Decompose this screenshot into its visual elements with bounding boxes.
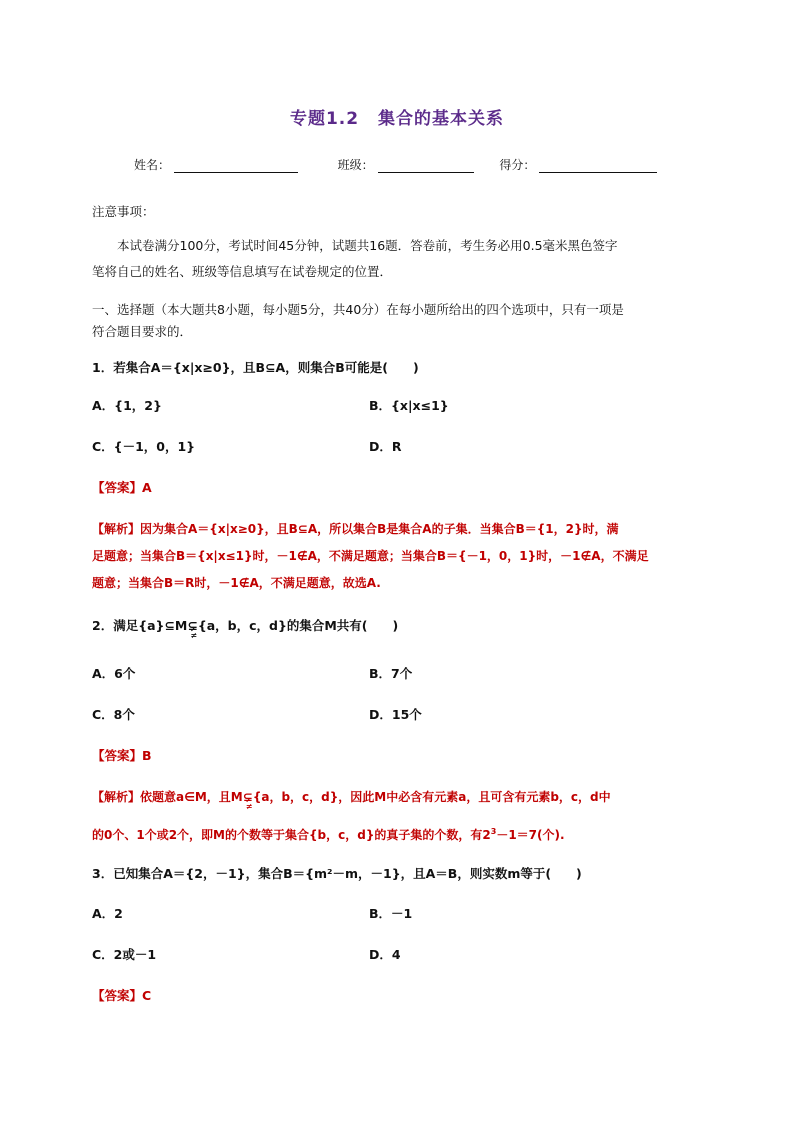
ne-mark-2: ≠ [245, 802, 253, 811]
q1-answer: 【答案】A [92, 480, 152, 495]
q2-stem-part-1: 2．满足{a}⊆M [92, 618, 188, 633]
proper-subset-symbol-2 [243, 785, 253, 809]
q2-analysis-part-4: －1＝7(个). [496, 828, 565, 842]
notice-line-1: 本试卷满分100分，考试时间45分钟，试题共16题．答卷前，考生务必用0.5毫米黑色签字 [117, 238, 618, 253]
proper-subset-symbol [187, 614, 197, 638]
q3-option-c: C．2或－1 [92, 947, 157, 962]
class-field [338, 156, 474, 173]
score-label: 得分： [499, 158, 536, 172]
q3-stem: 3．已知集合A＝{2，－1}，集合B＝{m²－m，－1}，且A＝B，则实数m等于( ) [92, 866, 582, 881]
q1-stem: 1．若集合A＝{x|x≥0}，且B⊆A，则集合B可能是( ) [92, 360, 419, 375]
section-line-2: 符合题目要求的． [92, 324, 193, 339]
q3-option-b: B．－1 [369, 906, 413, 921]
q3-answer: 【答案】C [92, 988, 152, 1003]
q2-option-d: D．15个 [369, 707, 422, 722]
q2-analysis-part-3: 的0个、1个或2个，即M的个数等于集合{b，c，d}的真子集的个数，有2 [92, 828, 491, 842]
q2-analysis-part-1: 【解析】依题意a∈M，且M [92, 790, 243, 804]
notice-line-2: 笔将自己的姓名、班级等信息填写在试卷规定的位置． [92, 264, 393, 279]
q3-option-a: A．2 [92, 906, 123, 921]
q2-answer: 【答案】B [92, 748, 152, 763]
score-field [499, 156, 657, 173]
class-label: 班级： [337, 158, 374, 172]
q2-option-c: C．8个 [92, 707, 135, 722]
page-title [0, 104, 794, 129]
score-blank[interactable] [539, 160, 657, 173]
q2-analysis-line-1 [92, 785, 704, 809]
q2-analysis-line-2 [92, 820, 704, 847]
q2-analysis-part-2: {a，b，c，d}，因此M中必含有元素a，且可含有元素b，c，d中 [252, 790, 611, 804]
q1-option-d: D．R [369, 439, 402, 454]
title-prefix: 专题1.2 [289, 109, 360, 129]
q2-stem [92, 614, 704, 638]
q1-analysis-line-2: 足题意；当集合B＝{x|x≤1}时，－1∉A，不满足题意；当集合B＝{－1，0，1}时，－1∉A，不满足 [92, 549, 649, 563]
notice-heading: 注意事项： [92, 204, 155, 219]
q3-option-d: D．4 [369, 947, 401, 962]
q1-analysis-line-3: 题意；当集合B＝R时，－1∉A，不满足题意，故选A. [92, 576, 381, 590]
student-info-row [134, 156, 677, 173]
q2-option-b: B．7个 [369, 666, 413, 681]
section-line-1: 一、选择题（本大题共8小题，每小题5分，共40分）在每小题所给出的四个选项中，只有一项是 [92, 302, 624, 317]
name-label: 姓名： [134, 158, 171, 172]
q1-option-a: A．{1，2} [92, 398, 162, 413]
q1-option-b: B．{x|x≤1} [369, 398, 449, 413]
name-field [134, 156, 298, 173]
class-blank[interactable] [378, 160, 474, 173]
name-blank[interactable] [174, 160, 298, 173]
q1-analysis-line-1: 【解析】因为集合A＝{x|x≥0}，且B⊆A，所以集合B是集合A的子集．当集合B＝{1，2}时，满 [92, 522, 619, 536]
exponent: 3 [490, 827, 497, 836]
subset-glyph-2: ⊊ [242, 790, 253, 804]
q2-option-a: A．6个 [92, 666, 136, 681]
q1-option-c: C．{－1，0，1} [92, 439, 196, 454]
q2-stem-part-2: {a，b，c，d}的集合M共有( ) [197, 618, 399, 633]
subset-glyph: ⊊ [187, 618, 198, 633]
ne-mark: ≠ [190, 631, 198, 640]
title-main: 集合的基本关系 [378, 109, 505, 129]
